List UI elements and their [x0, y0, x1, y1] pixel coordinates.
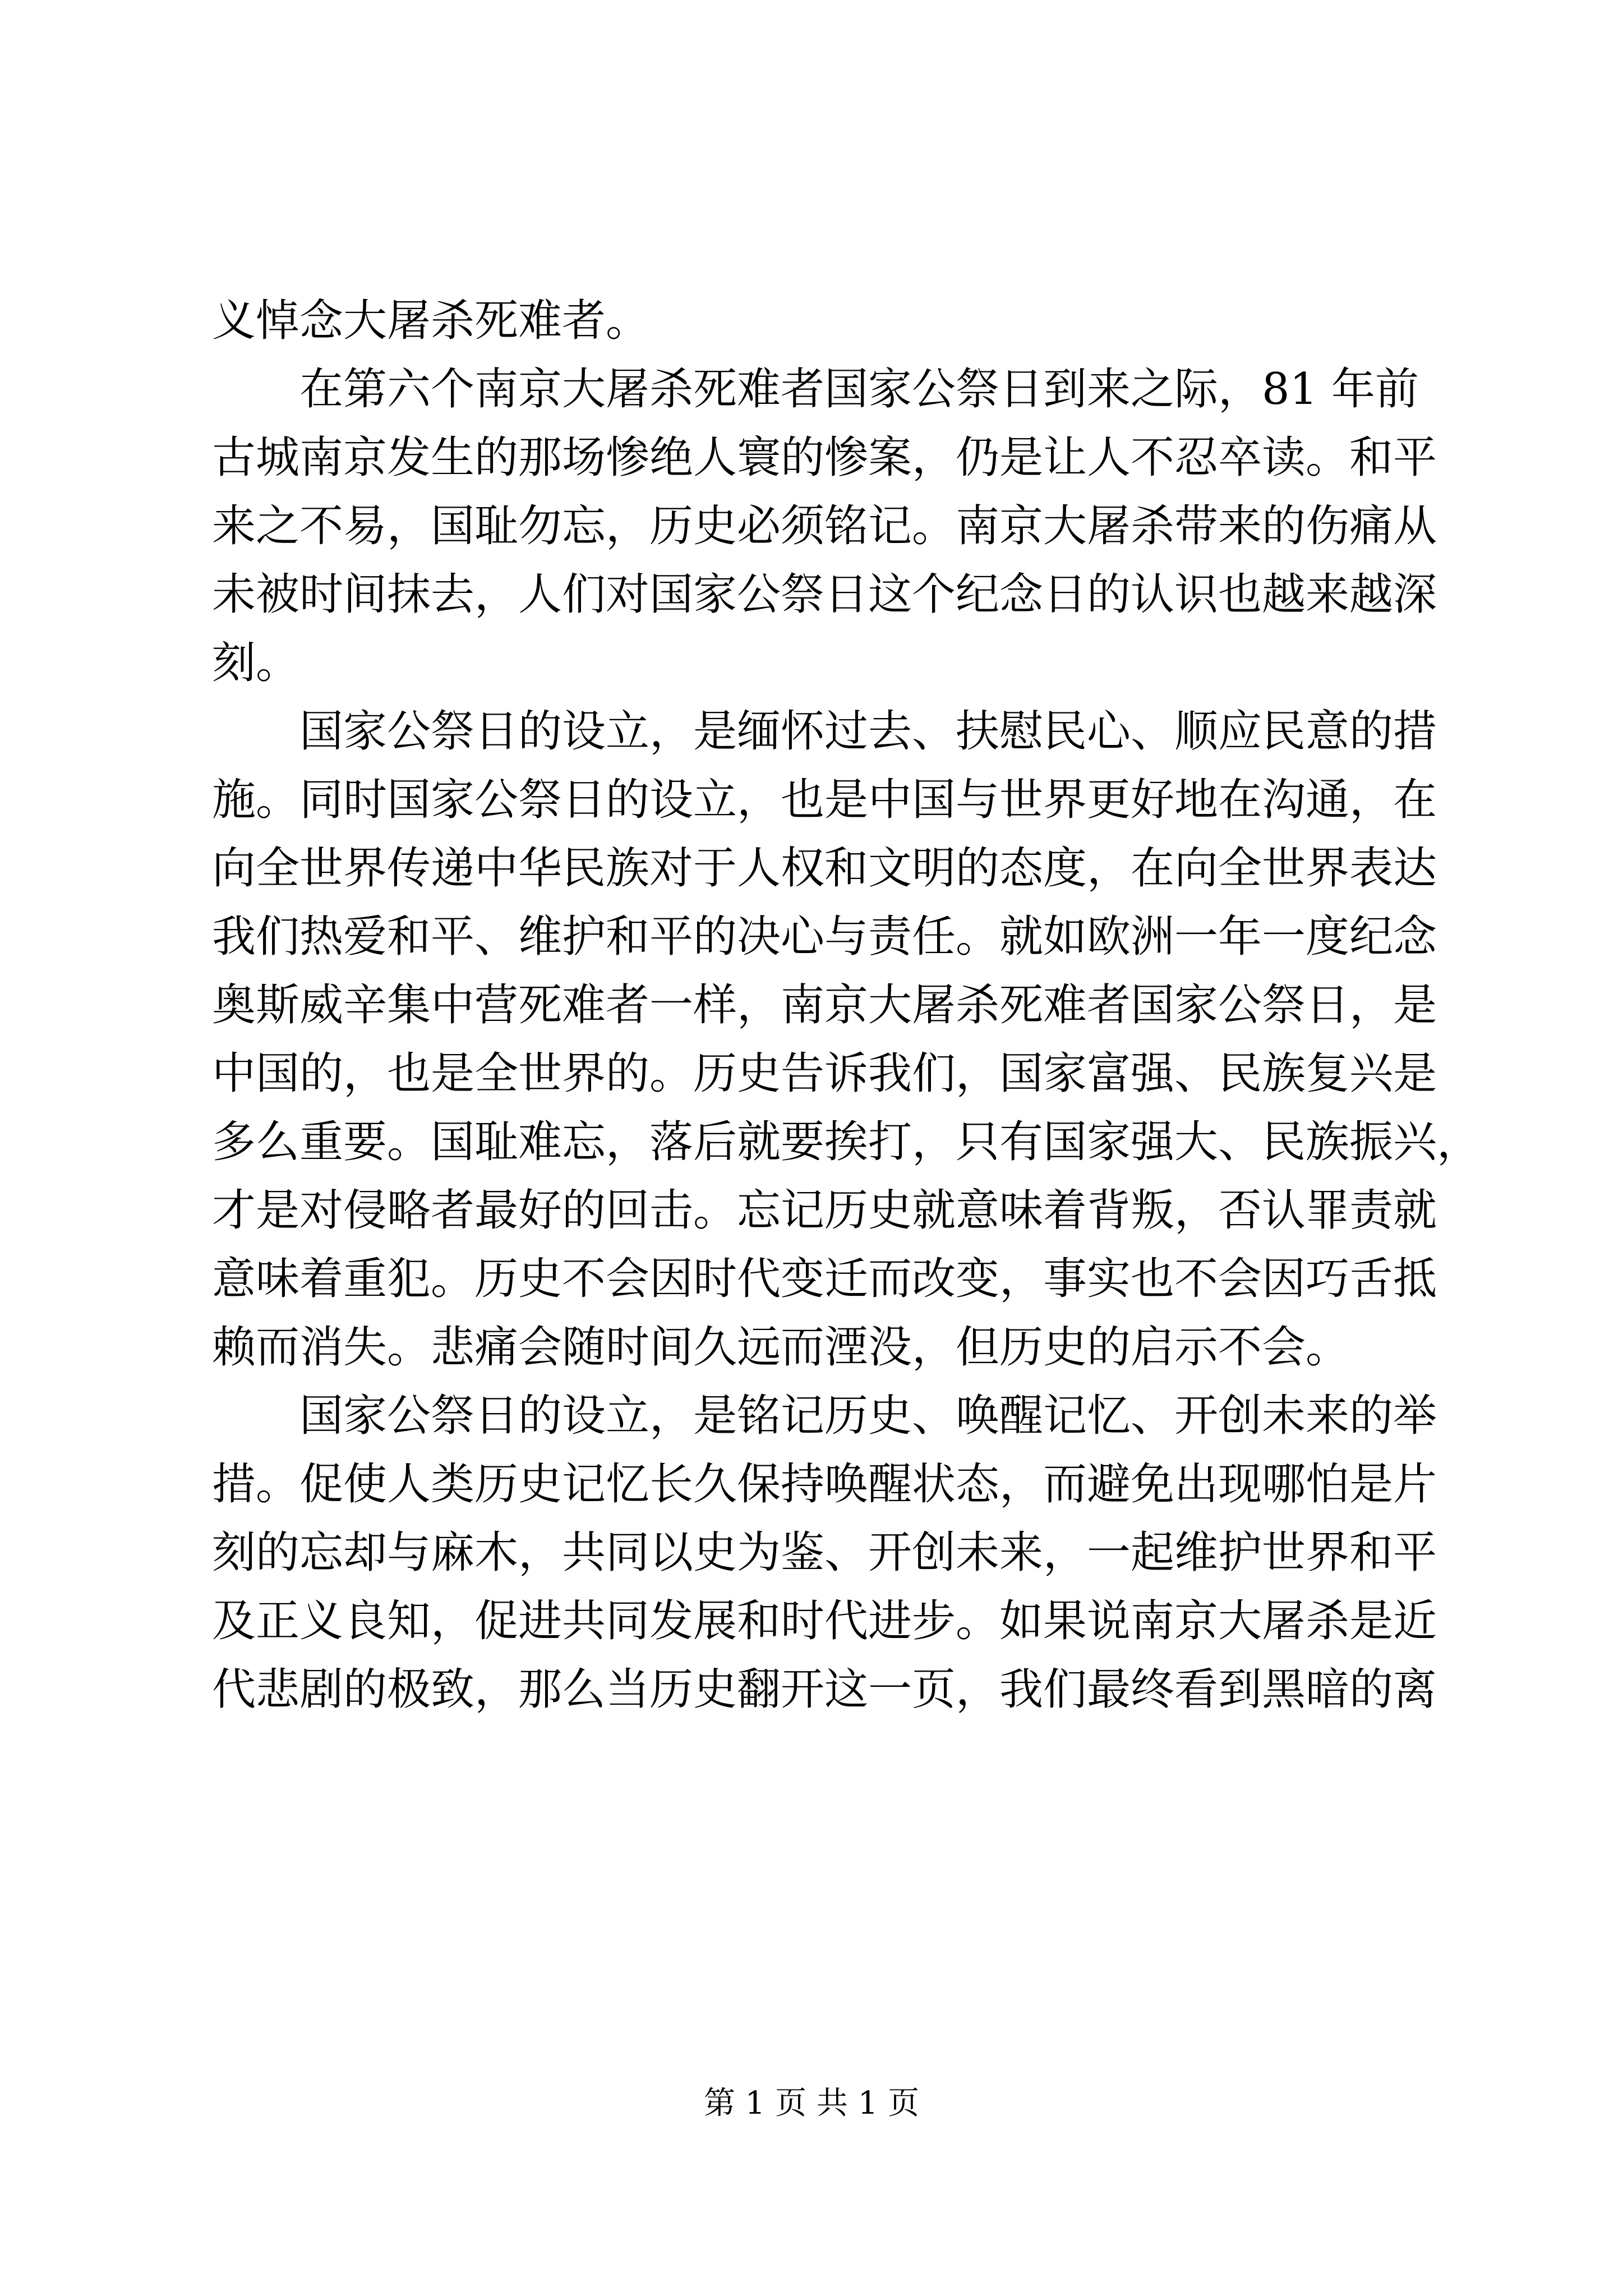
text-line-content: 国家公祭日的设立，是缅怀过去、扶慰民心、顺应民意的措	[299, 706, 1437, 757]
document-body	[212, 292, 1481, 1729]
text-line	[212, 1113, 1481, 1171]
text-line-content: 向全世界传递中华民族对于人权和文明的态度，在向全世界表达	[212, 843, 1437, 894]
text-line-content: 国家公祭日的设立，是铭记历史、唤醒记忆、开创未来的举	[299, 1391, 1437, 1441]
text-line	[212, 976, 1437, 1034]
text-line-content: 及正义良知，促进共同发展和时代进步。如果说南京大屠杀是近	[212, 1596, 1437, 1646]
text-line	[212, 839, 1437, 898]
text-line	[212, 702, 1437, 761]
text-line	[212, 360, 1418, 418]
text-line-content: 措。促使人类历史记忆长久保持唤醒状态，而避免出现哪怕是片	[212, 1459, 1437, 1510]
text-line	[212, 1250, 1437, 1308]
page-footer: 第 1 页 共 1 页	[703, 2085, 920, 2122]
text-line-content: 义悼念大屠杀死难者。	[212, 296, 650, 346]
text-line-content: 来之不易，国耻勿忘，历史必须铭记。南京大屠杀带来的伤痛从	[212, 501, 1437, 551]
text-line	[212, 1455, 1437, 1513]
text-line-content: 赖而消失。悲痛会随时间久远而湮没，但历史的启示不会。	[212, 1322, 1350, 1373]
text-line-content: 在第六个南京大屠杀死难者国家公祭日到来之际，81 年前	[299, 364, 1419, 415]
text-line	[212, 1318, 1418, 1377]
text-line	[212, 1524, 1437, 1582]
text-line-content: 刻。	[212, 638, 300, 688]
text-line-content: 才是对侵略者最好的回击。忘记历史就意味着背叛，否认罪责就	[212, 1185, 1437, 1236]
text-line	[212, 908, 1437, 966]
text-line	[212, 1045, 1437, 1103]
text-line-content: 多么重要。国耻难忘，落后就要挨打，只有国家强大、民族振兴，	[212, 1117, 1481, 1167]
text-line	[212, 565, 1437, 624]
text-line	[212, 1181, 1437, 1240]
text-line	[212, 429, 1437, 487]
text-line-content: 奥斯威辛集中营死难者一样，南京大屠杀死难者国家公祭日，是	[212, 980, 1437, 1030]
text-line-content: 施。同时国家公祭日的设立，也是中国与世界更好地在沟通，在	[212, 775, 1437, 825]
text-line	[212, 1660, 1437, 1719]
text-line-content: 代悲剧的极致，那么当历史翻开这一页，我们最终看到黑暗的离	[212, 1664, 1437, 1715]
text-line-content: 中国的，也是全世界的。历史告诉我们，国家富强、民族复兴是	[212, 1048, 1437, 1099]
text-line	[212, 497, 1437, 555]
text-line-content: 意味着重犯。历史不会因时代变迁而改变，事实也不会因巧舌抵	[212, 1254, 1437, 1304]
text-line-content: 古城南京发生的那场惨绝人寰的惨案，仍是让人不忍卒读。和平	[212, 432, 1437, 483]
text-line-content: 刻的忘却与麻木，共同以史为鉴、开创未来，一起维护世界和平	[212, 1527, 1437, 1578]
text-line	[212, 771, 1437, 829]
text-line	[212, 1592, 1437, 1650]
text-line-content: 未被时间抹去，人们对国家公祭日这个纪念日的认识也越来越深	[212, 569, 1437, 620]
text-line	[212, 292, 1418, 350]
text-line-content: 我们热爱和平、维护和平的决心与责任。就如欧洲一年一度纪念	[212, 912, 1437, 962]
text-line	[212, 1387, 1437, 1445]
text-line	[212, 634, 1418, 692]
